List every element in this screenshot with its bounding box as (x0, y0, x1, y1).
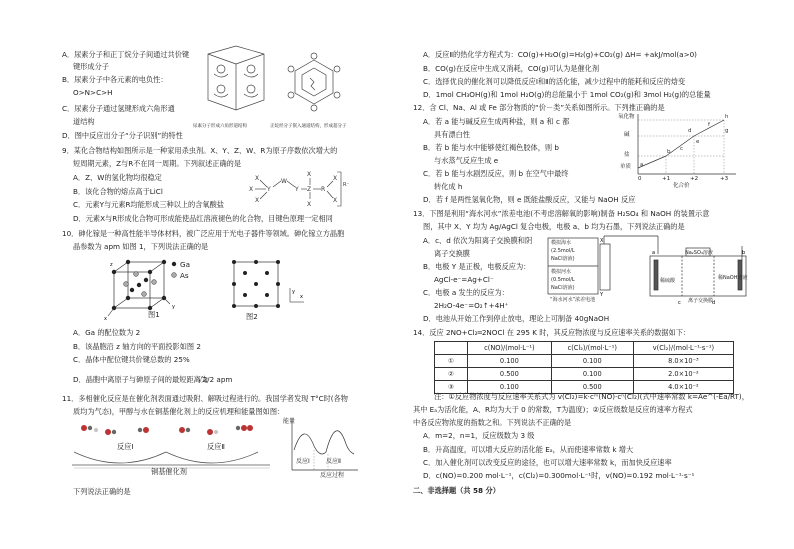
q13-option-d: D．电池从开始工作到停止放电，理论上可制备 40gNaOH (423, 314, 610, 323)
q10-option-d: D．晶胞中离原子与砷原子间的最短距离为 (73, 375, 208, 384)
gaas-projection-figure (228, 258, 286, 310)
reaction-process-axis-label: 反应过程 (320, 472, 345, 479)
svg-text:y: y (172, 304, 175, 310)
reaction-ii-label-chart: 反应Ⅱ (326, 458, 341, 465)
svg-text:X: X (307, 201, 312, 208)
q14-note-line2: 其中 Eₐ为活化能，A、R均为大于 0 的常数，T为温度)；②反应级数是反应的速率方程式 (413, 405, 693, 414)
row2-cl2: 0.100 (551, 368, 633, 381)
q13-option-c-line2: 2H₂O-4e⁻=O₂↑+4H⁺ (434, 301, 509, 310)
q13-option-a-line1: A．c、d 依次为阳离子交换膜和阴 (423, 236, 533, 245)
svg-text:b: b (742, 250, 746, 256)
q10-option-a: A．Ga 的配位数为 2 (73, 328, 141, 337)
q8-option-b-order: O>N>C>H (73, 88, 113, 97)
x-tick-3: +3 (720, 176, 729, 182)
q9-option-d: D．元素X与R形成化合物可形成能使品红溶液褪色的化合物，目键色原理一定相同 (73, 214, 333, 223)
river-label: 模拟河水 (551, 269, 572, 275)
q14-option-d: D．c(NO)=0.200 mol·L⁻¹，c(Cl₂)=0.300mol·L⁻¹时，v(NO)=0.192 mol·L⁻¹·s⁻¹ (423, 471, 695, 480)
svg-text:X: X (333, 197, 338, 204)
q11-option-d: D．1mol CH₃OH(g)和 1mol H₂O(g)的总能量小于 1mol CO₂(g)和 3mol H₂(g)的总能量 (423, 90, 711, 99)
q14-option-c: C．加入催化剂可以改变反应的途径，也可以增大速率常数 k，而加快反应速率 (423, 458, 672, 467)
table-row (435, 368, 734, 381)
svg-text:f: f (708, 122, 710, 128)
row3-rate: 4.0×10⁻² (633, 381, 733, 394)
q14-stem: 14．反应 2NO+Cl₂═2NOCl 在 295 K 时，其反应物浓度与反应速率关系的数据如下： (413, 328, 691, 337)
row2-no: 0.500 (468, 368, 552, 381)
q13-option-a-line2: 离子交换膜 (434, 249, 470, 258)
cell-caption: “海水河水”浓差电池 (550, 297, 596, 303)
q10-stem-line2: 晶参数为 apm 如图 1，下列说法正确的是 (73, 242, 209, 251)
svg-text:y: y (292, 289, 295, 295)
valence-class-chart (620, 110, 740, 186)
y-oxide-label: 氧化物 (618, 114, 635, 120)
q11-ask: 下列说法正确的是 (73, 487, 131, 496)
svg-text:Z: Z (307, 186, 312, 193)
y-element-label: 单质 (620, 164, 632, 170)
header-no: c(NO)/(mol·L⁻¹) (468, 342, 552, 355)
q11-option-c: C．选择优良的催化剂可以降低反应Ⅰ和Ⅱ的活化能，减少过程中的能耗和反应的焓变 (423, 77, 686, 86)
q9-option-a: A．Z、W的氢化物均很稳定 (73, 173, 162, 182)
y-base-label: 碱 (624, 132, 630, 138)
table-header-row (435, 342, 734, 355)
row1-index: ① (435, 355, 468, 368)
row1-no: 0.100 (468, 355, 552, 368)
row2-index: ② (435, 368, 468, 381)
svg-text:b: b (667, 149, 671, 155)
catalyst-label: 铜基催化剂 (151, 467, 187, 476)
figure2-label: 图2 (246, 312, 258, 321)
q12-stem: 12．含 Cl、Na、Al 或 Fe 部分物质的“价－类”关系如图所示。下列推正确的是 (413, 103, 665, 112)
axis-indicator (286, 286, 306, 306)
q12-option-b-line1: B．若 b 能与水中能够使红褐色胶体，则 b (423, 143, 559, 152)
row2-rate: 2.0×10⁻² (633, 368, 733, 381)
row3-cl2: 0.500 (551, 381, 633, 394)
y-salt-label: 盐 (624, 152, 630, 158)
svg-text:c: c (680, 146, 684, 152)
svg-text:W: W (281, 178, 287, 185)
insecticide-structure (247, 168, 357, 212)
svg-text:X: X (255, 175, 260, 182)
dilute-sulfuric-label: 稀硫酸 (660, 278, 676, 284)
svg-text:d: d (712, 300, 716, 306)
q13-option-c-line1: C．电极 a 发生的反应为： (423, 288, 509, 297)
svg-text:x: x (104, 316, 107, 322)
svg-text:e: e (696, 139, 700, 145)
q13-option-b-line2: AgCl-e⁻=Ag+Cl⁻ (434, 275, 494, 284)
svg-text:Y: Y (267, 186, 271, 193)
q12-option-d: D．若 f 是两性氢氧化物，则 e 既能盐酸反应，又能与 NaOH 反应 (423, 195, 636, 204)
q8-option-b: B．尿素分子中各元素的电负性： (62, 75, 168, 84)
x-tick-0: 0 (638, 176, 642, 182)
section-two-heading: 二、非选择题（共 58 分） (413, 486, 500, 495)
q11-stem-line2: 质均为气态)，甲醇与水在铜基催化剂上的反应机理和能量图如图： (73, 407, 285, 416)
row3-index: ③ (435, 381, 468, 394)
q9-option-c: C．元素Y与元素R均能形成三种以上的含氧酸盐 (73, 200, 224, 209)
seawater-conc: (2.5mol/L (551, 248, 575, 254)
q10-option-c: C．晶体中配位键共价键总数的 25% (73, 355, 190, 364)
table-row (435, 355, 734, 368)
svg-text:a: a (652, 250, 656, 256)
svg-text:x: x (300, 294, 303, 300)
row3-no: 0.100 (468, 381, 552, 394)
urea-channel-figure (196, 44, 276, 122)
header-index (435, 342, 468, 355)
x-tick-2: +2 (690, 176, 699, 182)
svg-text:X: X (600, 238, 604, 244)
q9-option-b: B．该化合物的熔点高于LiCl (73, 187, 163, 196)
q12-option-c-line1: C．若 b 能与水剧烈反应，则 b 在空气中最终 (423, 169, 569, 178)
svg-text:a: a (640, 162, 644, 168)
svg-text:Y: Y (295, 186, 299, 193)
svg-text:c: c (678, 300, 681, 306)
q12-option-a-line2: 具有漂白性 (434, 130, 470, 139)
svg-text:d: d (688, 128, 692, 134)
x-axis-label: 化合价 (673, 183, 690, 189)
q10-stem-line1: 10．砷化镓是一种高性能半导体材料，被广泛应用于光电子器件等领域。砷化镓立方晶胞 (62, 229, 345, 238)
header-rate: v(Cl₂)/(mol·L⁻¹·s⁻¹) (633, 342, 733, 355)
membrane-label: 离子交换膜 (688, 298, 714, 304)
energy-profile-chart (284, 414, 360, 480)
q9-stem-line1: 9．某化合物结构如图所示是一种家用杀虫剂。X、Y、Z、W、R为原子序数依次增大的 (62, 146, 338, 155)
q13-stem-line1: 13．下图是利用“海水河水”浓差电池(不考虑溶解氧的影响)制备 H₂SO₄ 和 NaOH 的装置示意 (413, 209, 710, 218)
q14-note-line3: 中各反应物浓度的指数之和。下列说法不正确的是 (413, 418, 572, 427)
hexagonal-channel-figure (283, 50, 345, 120)
svg-text:z: z (110, 262, 113, 268)
naoh-label: 稀NaOH溶液 (718, 275, 748, 281)
legend-as-label: As (180, 271, 189, 280)
row1-rate: 8.0×10⁻³ (633, 355, 733, 368)
q8-option-c-line2: 道结构 (73, 117, 95, 126)
reaction-i-label-chart: 反应Ⅰ (296, 458, 310, 465)
header-cl2: c(Cl₂)/(mol·L⁻¹) (551, 342, 633, 355)
river-conc: (0.5mol/L (551, 277, 575, 283)
q13-option-b-line1: B．电极 Y 是正极，电极反应为： (423, 262, 531, 271)
q12-option-c-line2: 转化成 h (434, 182, 463, 191)
seawater-solution: NaCl溶液) (551, 256, 575, 262)
q14-option-a: A．m=2，n=1，反应级数为 3 级 (423, 431, 535, 440)
urea-figure-caption: 尿素分子形成六角形道结构 (193, 124, 247, 129)
x-tick-1: +1 (662, 176, 671, 182)
row1-cl2: 0.100 (551, 355, 633, 368)
q10-option-d-value: √2/2 apm (198, 375, 233, 384)
q11-option-a: A．反应Ⅱ的热化学方程式为：CO(g)+H₂O(g)=H₂(g)+CO₂(g) ΔH= +akJ/mol(a>0) (423, 50, 697, 59)
q8-option-d: D．图中反应出分子“分子识别”的特性 (62, 131, 183, 140)
reaction-ii-label-left: 反应Ⅱ (207, 442, 225, 451)
river-solution: NaCl溶液) (551, 285, 575, 291)
q11-option-b: B．CO(g)在反应中生成又消耗，CO(g)可认为是催化剂 (423, 64, 600, 73)
rate-data-table (434, 341, 734, 394)
q8-option-a-line1: A．尿素分子和正丁烷分子间通过共价键 (62, 50, 190, 59)
q9-stem-line2: 短周期元素，Z与R不在同一周期。下列叙述正确的是 (73, 159, 242, 168)
q8-option-c-line1: C．尿素分子通过氢键形成六角形通 (62, 104, 175, 113)
q11-stem-line1: 11．多相催化反应是在催化剂表面通过吸附、解吸过程进行的。我国学者发现 T°C时(各物 (62, 394, 348, 403)
svg-text:X: X (333, 175, 338, 182)
legend-ga-label: Ga (180, 260, 190, 269)
reaction-i-label-left: 反应Ⅰ (117, 442, 134, 451)
q12-option-a-line1: A．若 a 能与碱反应生成两种盐，则 a 和 c 都 (423, 117, 570, 126)
svg-text:R⁻: R⁻ (343, 182, 350, 188)
q12-option-b-line2: 与水蒸气反应生成 e (434, 156, 499, 165)
svg-text:h: h (725, 114, 729, 120)
svg-text:X: X (249, 186, 254, 193)
q14-option-b: B．升高温度，可以增大反应的活化能 Eₐ，从而使速率常数 k 增大 (423, 445, 634, 454)
seawater-label: 模拟海水 (551, 240, 572, 246)
figure1-label: 图1 (148, 310, 160, 319)
svg-text:Y: Y (600, 292, 604, 298)
q14-note-line1: 注：①反应物浓度与反应速率关系式为 v(Cl₂)=k·cᵐ(NO)·cⁿ(Cl₂)(式中速率常数 k=Ae^(-Ea/RT)， (434, 392, 749, 401)
q8-option-a-line2: 键形成分子 (73, 62, 109, 71)
energy-axis-label: 能量 (283, 418, 296, 425)
hexagonal-figure-caption: 正烷烃分子嵌入通道结构，形成超分子 (270, 124, 347, 129)
svg-text:g: g (725, 128, 729, 134)
q10-option-b: B．该晶胞沿 z 轴方向的平面投影如图 2 (73, 342, 201, 351)
svg-text:R: R (321, 186, 326, 193)
svg-text:X: X (307, 171, 312, 178)
na2so4-label: Na₂SO₄溶液 (685, 250, 713, 256)
svg-text:X: X (255, 197, 260, 204)
q13-stem-line2: 图，其中 X、Y 均为 Ag/AgCl 复合电极，电极 a、b 均为石墨，下列说法正确的是 (423, 222, 685, 231)
